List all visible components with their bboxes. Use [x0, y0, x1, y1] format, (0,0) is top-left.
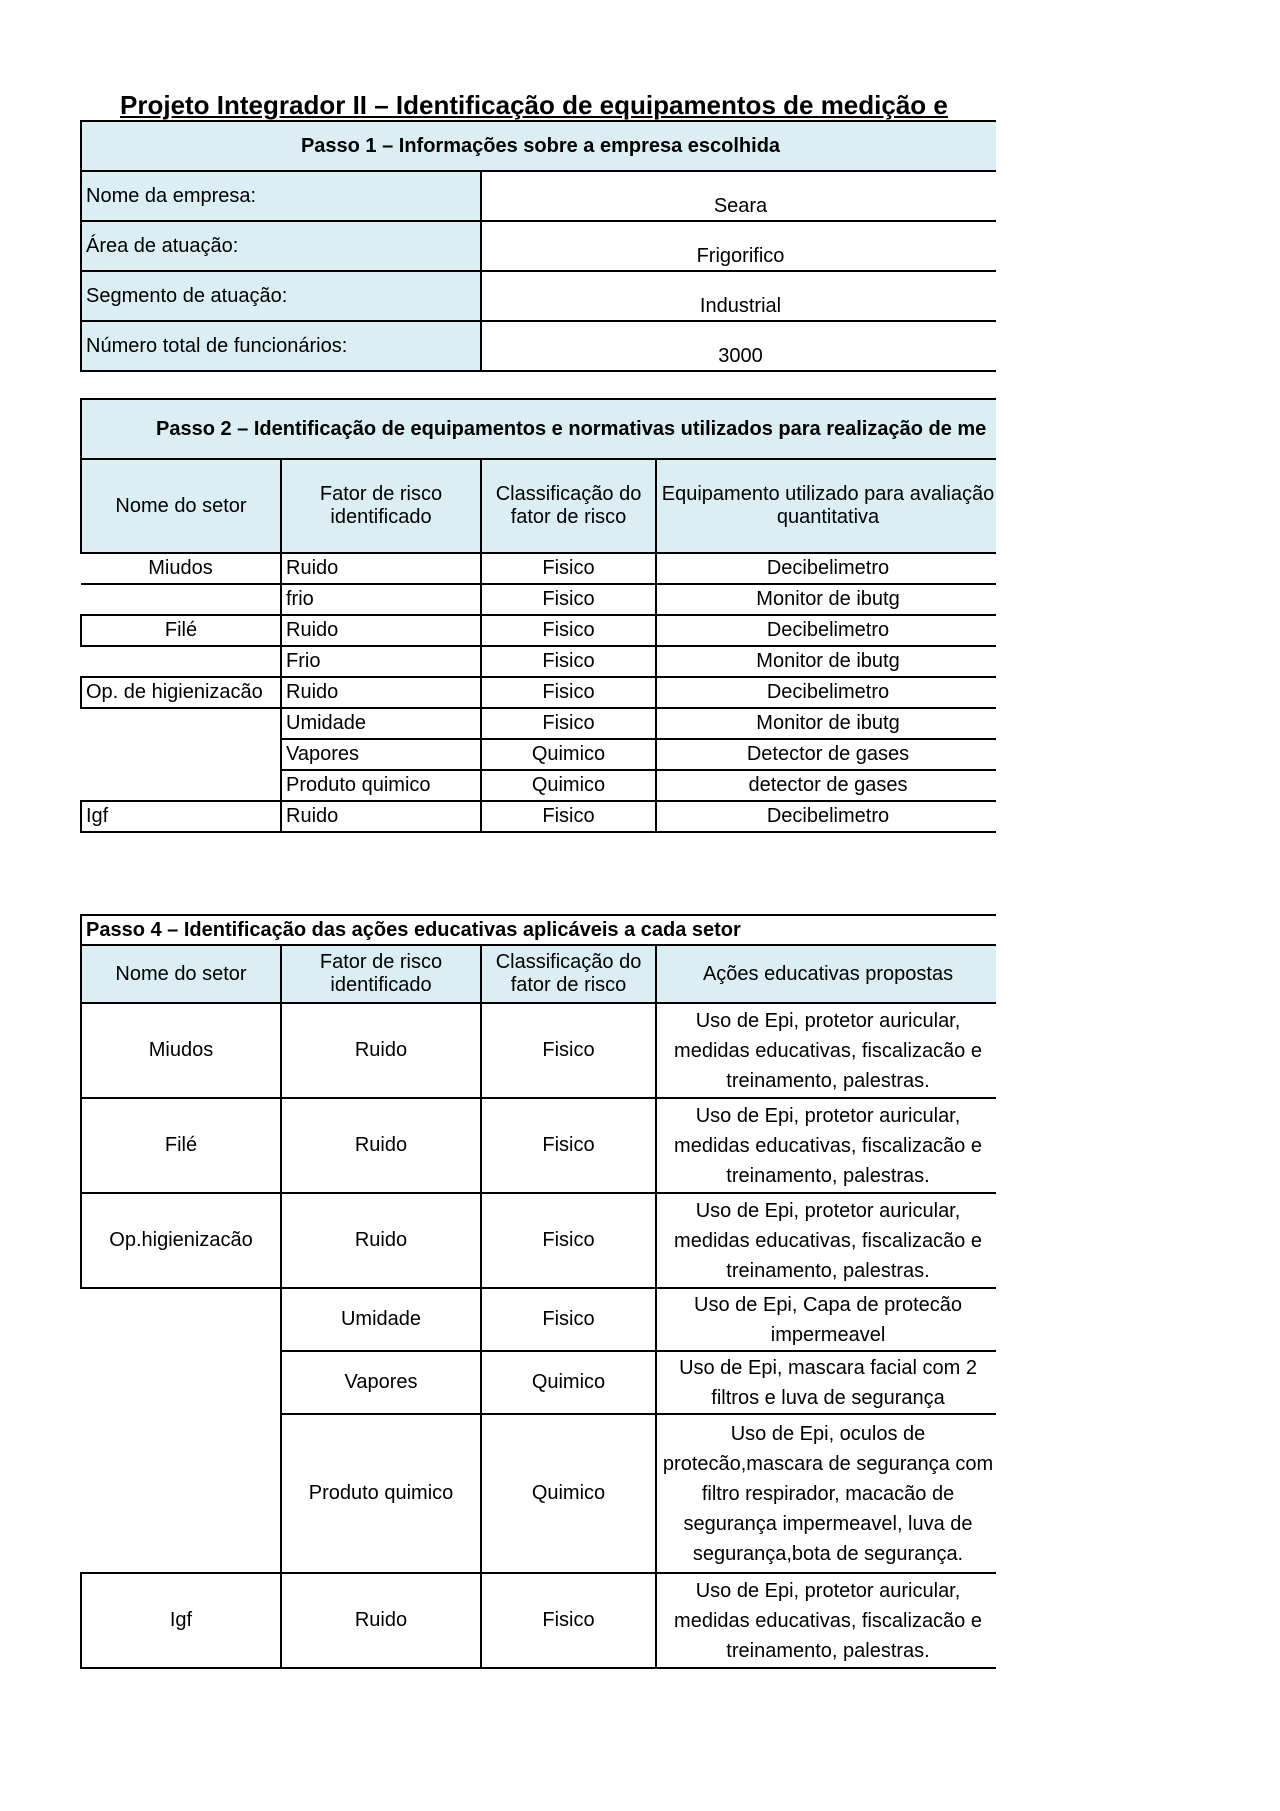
step1-table	[80, 120, 996, 372]
area-value[interactable]: Frigorifico	[481, 221, 996, 271]
segment-value[interactable]: Industrial	[481, 271, 996, 321]
table-cell-risk: Umidade	[281, 1288, 481, 1351]
table-cell-sector	[81, 1351, 281, 1414]
table-cell-sector: Miudos	[81, 553, 281, 584]
table-cell-classification: Quimico	[481, 739, 656, 770]
table-cell-sector: Miudos	[81, 1003, 281, 1098]
table-cell-risk: Vapores	[281, 739, 481, 770]
table-cell-sector: Igf	[81, 801, 281, 832]
table-cell-classification: Fisico	[481, 801, 656, 832]
table-cell-actions: Uso de Epi, protetor auricular, medidas educativas, fiscalizacão e treinamento, palestras.	[656, 1573, 996, 1668]
table-cell-equipment: Decibelimetro	[656, 615, 996, 646]
table-cell-classification: Fisico	[481, 553, 656, 584]
table-cell-classification: Fisico	[481, 1573, 656, 1668]
document-title: Projeto Integrador II – Identificação de equipamentos de medição e	[120, 90, 948, 120]
step2-header-equipment: Equipamento utilizado para avaliação quantitativa	[656, 459, 996, 553]
table-cell-sector	[81, 1414, 281, 1573]
table-cell-sector	[81, 1288, 281, 1351]
table-cell-classification: Quimico	[481, 1351, 656, 1414]
table-cell-classification: Fisico	[481, 708, 656, 739]
table-cell-sector: Igf	[81, 1573, 281, 1668]
table-cell-equipment: Detector de gases	[656, 739, 996, 770]
table-cell-sector: Filé	[81, 615, 281, 646]
table-cell-risk: Ruido	[281, 1573, 481, 1668]
table-cell-actions: Uso de Epi, protetor auricular, medidas educativas, fiscalizacão e treinamento, palestras.	[656, 1193, 996, 1288]
table-cell-risk: Produto quimico	[281, 770, 481, 801]
table-cell-sector: Filé	[81, 1098, 281, 1193]
table-cell-classification: Fisico	[481, 1288, 656, 1351]
table-cell-risk: Ruido	[281, 677, 481, 708]
step1-title: Passo 1 – Informações sobre a empresa escolhida	[81, 121, 996, 171]
table-cell-risk: Ruido	[281, 1193, 481, 1288]
table-cell-risk: Produto quimico	[281, 1414, 481, 1573]
company-name-value[interactable]: Seara	[481, 171, 996, 221]
employees-value[interactable]: 3000	[481, 321, 996, 371]
table-cell-risk: Ruido	[281, 1098, 481, 1193]
step2-header-risk: Fator de risco identificado	[281, 459, 481, 553]
table-cell-risk: Ruido	[281, 615, 481, 646]
table-cell-risk: Frio	[281, 646, 481, 677]
table-cell-risk: Ruido	[281, 553, 481, 584]
table-cell-equipment: Monitor de ibutg	[656, 584, 996, 615]
table-cell-actions: Uso de Epi, protetor auricular, medidas educativas, fiscalizacão e treinamento, palestras.	[656, 1003, 996, 1098]
step4-header-sector: Nome do setor	[81, 945, 281, 1003]
step2-header-sector: Nome do setor	[81, 459, 281, 553]
table-cell-classification: Fisico	[481, 1193, 656, 1288]
table-cell-risk: frio	[281, 584, 481, 615]
table-cell-equipment: Monitor de ibutg	[656, 646, 996, 677]
table-cell-sector	[81, 770, 281, 801]
company-name-label: Nome da empresa:	[81, 171, 481, 221]
table-cell-equipment: Decibelimetro	[656, 801, 996, 832]
table-cell-risk: Ruido	[281, 1003, 481, 1098]
table-cell-classification: Fisico	[481, 677, 656, 708]
step4-title: Passo 4 – Identificação das ações educativas aplicáveis a cada setor	[81, 915, 996, 945]
table-cell-actions: Uso de Epi, protetor auricular, medidas educativas, fiscalizacão e treinamento, palestras.	[656, 1098, 996, 1193]
step4-header-actions: Ações educativas propostas	[656, 945, 996, 1003]
table-cell-classification: Fisico	[481, 615, 656, 646]
table-cell-classification: Fisico	[481, 584, 656, 615]
step4-header-risk: Fator de risco identificado	[281, 945, 481, 1003]
table-cell-classification: Quimico	[481, 1414, 656, 1573]
table-cell-actions: Uso de Epi, mascara facial com 2 filtros e luva de segurança	[656, 1351, 996, 1414]
step4-table	[80, 914, 996, 1669]
employees-label: Número total de funcionários:	[81, 321, 481, 371]
table-cell-sector	[81, 584, 281, 615]
segment-label: Segmento de atuação:	[81, 271, 481, 321]
table-cell-equipment: Monitor de ibutg	[656, 708, 996, 739]
table-cell-risk: Vapores	[281, 1351, 481, 1414]
area-label: Área de atuação:	[81, 221, 481, 271]
table-cell-sector	[81, 646, 281, 677]
table-cell-classification: Fisico	[481, 646, 656, 677]
table-cell-sector: Op.higienizacão	[81, 1193, 281, 1288]
table-cell-classification: Fisico	[481, 1003, 656, 1098]
step2-header-classification: Classificação do fator de risco	[481, 459, 656, 553]
table-cell-actions: Uso de Epi, oculos de protecão,mascara de segurança com filtro respirador, macacão de segurança impermeavel, luva de segurança,bota de segurança.	[656, 1414, 996, 1573]
table-cell-risk: Umidade	[281, 708, 481, 739]
step2-table	[80, 398, 996, 833]
table-cell-sector	[81, 739, 281, 770]
table-cell-sector	[81, 708, 281, 739]
table-cell-classification: Quimico	[481, 770, 656, 801]
table-cell-equipment: Decibelimetro	[656, 553, 996, 584]
table-cell-equipment: Decibelimetro	[656, 677, 996, 708]
table-cell-classification: Fisico	[481, 1098, 656, 1193]
table-cell-actions: Uso de Epi, Capa de protecão impermeavel	[656, 1288, 996, 1351]
table-cell-sector: Op. de higienizacão	[81, 677, 281, 708]
table-cell-risk: Ruido	[281, 801, 481, 832]
step4-header-classification: Classificação do fator de risco	[481, 945, 656, 1003]
spreadsheet-page	[80, 0, 996, 1811]
table-cell-equipment: detector de gases	[656, 770, 996, 801]
step2-title: Passo 2 – Identificação de equipamentos e normativas utilizados para realização de me	[81, 399, 996, 459]
